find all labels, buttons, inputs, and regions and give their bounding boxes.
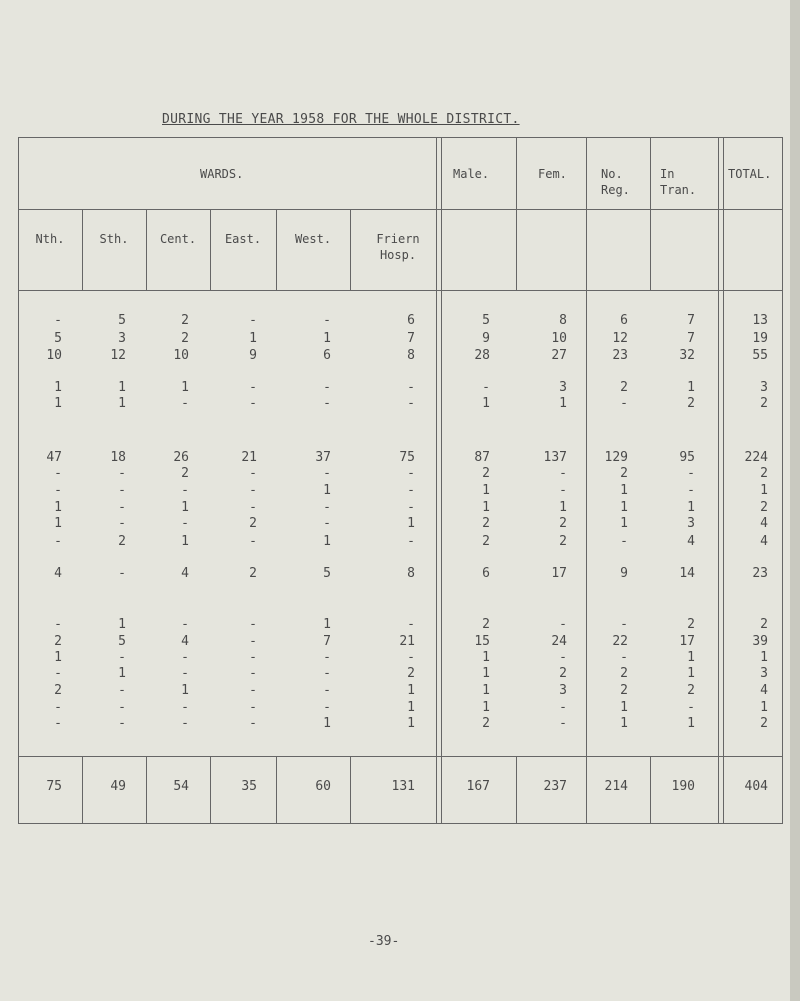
cell-north: 5 [54, 331, 62, 346]
table-top-border [18, 137, 782, 138]
cell-total: 1 [760, 650, 768, 665]
total-in-transit: 190 [671, 779, 695, 794]
cell-friern: 8 [407, 566, 415, 581]
cell-east: 2 [249, 566, 257, 581]
col-divider [210, 209, 211, 290]
cell-central: - [181, 666, 189, 681]
cell-east: - [249, 500, 257, 515]
wards-double-rule [436, 137, 437, 824]
cell-south: 5 [118, 634, 126, 649]
cell-female: - [559, 466, 567, 481]
totals-divider [18, 756, 782, 757]
cell-in-transit: 1 [687, 716, 695, 731]
cell-north: - [54, 466, 62, 481]
cell-male: 1 [482, 650, 490, 665]
table-bottom-border [18, 823, 782, 824]
cell-in-transit: 7 [687, 313, 695, 328]
cell-south: 18 [110, 450, 126, 465]
cell-male: 2 [482, 534, 490, 549]
cell-in-transit: 17 [679, 634, 695, 649]
cell-male: - [482, 380, 490, 395]
cell-east: - [249, 716, 257, 731]
cell-male: 28 [474, 348, 490, 363]
cell-in-transit: - [687, 700, 695, 715]
cell-friern: 7 [407, 331, 415, 346]
cell-friern: 1 [407, 683, 415, 698]
cell-in-transit: 1 [687, 380, 695, 395]
cell-friern: - [407, 534, 415, 549]
cell-registered: 2 [620, 683, 628, 698]
cell-total: 224 [744, 450, 768, 465]
total-west: 60 [315, 779, 331, 794]
cell-west: - [323, 380, 331, 395]
cell-east: - [249, 650, 257, 665]
cell-female: - [559, 650, 567, 665]
cell-in-transit: 3 [687, 516, 695, 531]
cell-in-transit: 1 [687, 650, 695, 665]
cell-male: 1 [482, 666, 490, 681]
cell-north: 1 [54, 396, 62, 411]
cell-central: 1 [181, 380, 189, 395]
cell-total: 23 [752, 566, 768, 581]
cell-west: 1 [323, 331, 331, 346]
cell-central: 1 [181, 683, 189, 698]
cell-male: 1 [482, 683, 490, 698]
ward-header-west: West. [294, 232, 332, 246]
cell-east: - [249, 483, 257, 498]
cell-friern: - [407, 617, 415, 632]
cell-east: - [249, 396, 257, 411]
total-north: 75 [46, 779, 62, 794]
ward-header-friern-hospital: Friern Hosp. [376, 232, 420, 262]
cell-registered: 6 [620, 313, 628, 328]
page-number: -39- [368, 934, 400, 949]
cell-friern: - [407, 396, 415, 411]
cell-east: - [249, 634, 257, 649]
cell-north: 4 [54, 566, 62, 581]
cell-west: 5 [323, 566, 331, 581]
cell-in-transit: 7 [687, 331, 695, 346]
cell-west: 1 [323, 716, 331, 731]
cell-registered: - [620, 650, 628, 665]
col-divider [350, 756, 351, 823]
cell-total: 55 [752, 348, 768, 363]
cell-central: - [181, 650, 189, 665]
cell-central: - [181, 483, 189, 498]
cell-north: 10 [46, 348, 62, 363]
cell-female: - [559, 700, 567, 715]
total-female: 237 [543, 779, 567, 794]
cell-central: 4 [181, 634, 189, 649]
cell-east: 1 [249, 331, 257, 346]
cell-in-transit: 2 [687, 683, 695, 698]
cell-friern: - [407, 650, 415, 665]
cell-east: - [249, 617, 257, 632]
cell-central: 10 [173, 348, 189, 363]
male-header: Male. [453, 167, 490, 181]
cell-west: - [323, 466, 331, 481]
cell-east: - [249, 683, 257, 698]
cell-in-transit: 2 [687, 396, 695, 411]
cell-south: - [118, 700, 126, 715]
ward-header-central: Cent. [159, 232, 197, 246]
cell-west: - [323, 396, 331, 411]
cell-registered: 2 [620, 380, 628, 395]
cell-west: 1 [323, 534, 331, 549]
cell-north: 47 [46, 450, 62, 465]
cell-in-transit: 1 [687, 500, 695, 515]
cell-female: 1 [559, 500, 567, 515]
cell-east: - [249, 313, 257, 328]
total-friern: 131 [391, 779, 415, 794]
cell-registered: 22 [612, 634, 628, 649]
cell-female: 2 [559, 666, 567, 681]
cell-north: 1 [54, 516, 62, 531]
cell-male: 1 [482, 700, 490, 715]
cell-total: 1 [760, 700, 768, 715]
cell-south: - [118, 566, 126, 581]
cell-north: 1 [54, 500, 62, 515]
cell-female: 8 [559, 313, 567, 328]
cell-south: 1 [118, 617, 126, 632]
cell-registered: 1 [620, 716, 628, 731]
cell-in-transit: - [687, 483, 695, 498]
cell-north: - [54, 666, 62, 681]
cell-west: 1 [323, 617, 331, 632]
cell-north: 1 [54, 650, 62, 665]
cell-central: 2 [181, 466, 189, 481]
cell-east: - [249, 534, 257, 549]
cell-female: 10 [551, 331, 567, 346]
table-heading: DURING THE YEAR 1958 FOR THE WHOLE DISTRICT. [162, 112, 520, 127]
cell-friern: - [407, 466, 415, 481]
cell-female: 2 [559, 516, 567, 531]
cell-in-transit: 14 [679, 566, 695, 581]
cell-total: 3 [760, 666, 768, 681]
cell-east: - [249, 380, 257, 395]
cell-in-transit: 4 [687, 534, 695, 549]
cell-east: - [249, 666, 257, 681]
cell-south: 1 [118, 380, 126, 395]
cell-total: 2 [760, 500, 768, 515]
cell-north: - [54, 700, 62, 715]
cell-friern: - [407, 483, 415, 498]
cell-south: - [118, 483, 126, 498]
number-registered-header: No. Reg. [601, 167, 630, 197]
cell-in-transit: 95 [679, 450, 695, 465]
cell-female: 27 [551, 348, 567, 363]
cell-south: - [118, 650, 126, 665]
total-central: 54 [173, 779, 189, 794]
cell-north: 2 [54, 634, 62, 649]
cell-central: - [181, 396, 189, 411]
cell-south: 5 [118, 313, 126, 328]
cell-north: 2 [54, 683, 62, 698]
cell-female: 2 [559, 534, 567, 549]
cell-in-transit: 2 [687, 617, 695, 632]
cell-female: 3 [559, 683, 567, 698]
cell-total: 2 [760, 617, 768, 632]
cell-central: - [181, 700, 189, 715]
cell-female: 24 [551, 634, 567, 649]
cell-total: 2 [760, 466, 768, 481]
cell-south: 1 [118, 666, 126, 681]
cell-male: 6 [482, 566, 490, 581]
cell-registered: 1 [620, 700, 628, 715]
cell-total: 3 [760, 380, 768, 395]
col-divider [276, 209, 277, 290]
cell-south: - [118, 683, 126, 698]
cell-friern: 1 [407, 716, 415, 731]
total-south: 49 [110, 779, 126, 794]
in-transit-header: In Tran. [660, 167, 697, 197]
cell-male: 2 [482, 716, 490, 731]
cell-registered: 2 [620, 666, 628, 681]
cell-female: 137 [543, 450, 567, 465]
col-divider [516, 137, 517, 290]
cell-male: 1 [482, 500, 490, 515]
total-east: 35 [241, 779, 257, 794]
cell-registered: 129 [604, 450, 628, 465]
page-edge [790, 0, 800, 1001]
cell-west: - [323, 700, 331, 715]
cell-in-transit: 32 [679, 348, 695, 363]
cell-central: - [181, 716, 189, 731]
cell-total: 4 [760, 534, 768, 549]
cell-south: 1 [118, 396, 126, 411]
cell-south: - [118, 500, 126, 515]
cell-west: 7 [323, 634, 331, 649]
cell-total: 13 [752, 313, 768, 328]
cell-east: 2 [249, 516, 257, 531]
cell-female: - [559, 617, 567, 632]
col-divider [146, 209, 147, 290]
cell-east: 9 [249, 348, 257, 363]
cell-central: - [181, 516, 189, 531]
cell-west: 37 [315, 450, 331, 465]
cell-registered: 23 [612, 348, 628, 363]
cell-central: 2 [181, 313, 189, 328]
cell-central: 1 [181, 534, 189, 549]
ward-header-east: East. [224, 232, 262, 246]
cell-registered: - [620, 396, 628, 411]
col-divider [650, 137, 651, 290]
cell-south: 2 [118, 534, 126, 549]
cell-registered: 1 [620, 500, 628, 515]
cell-east: - [249, 700, 257, 715]
cell-south: - [118, 516, 126, 531]
total-header: TOTAL. [728, 167, 772, 181]
cell-central: 26 [173, 450, 189, 465]
cell-friern: 1 [407, 700, 415, 715]
cell-west: - [323, 516, 331, 531]
cell-friern: 1 [407, 516, 415, 531]
table-right-border [782, 137, 783, 824]
cell-registered: 2 [620, 466, 628, 481]
cell-central: - [181, 617, 189, 632]
cell-north: - [54, 313, 62, 328]
total-total: 404 [744, 779, 768, 794]
cell-in-transit: 1 [687, 666, 695, 681]
ward-header-north: Nth. [35, 232, 65, 246]
cell-male: 2 [482, 617, 490, 632]
cell-south: - [118, 716, 126, 731]
col-divider [276, 756, 277, 823]
cell-west: - [323, 500, 331, 515]
cell-registered: 1 [620, 516, 628, 531]
cell-north: - [54, 534, 62, 549]
cell-total: 2 [760, 716, 768, 731]
cell-friern: 8 [407, 348, 415, 363]
cell-in-transit: - [687, 466, 695, 481]
cell-male: 2 [482, 466, 490, 481]
cell-total: 19 [752, 331, 768, 346]
cell-friern: - [407, 380, 415, 395]
cell-total: 1 [760, 483, 768, 498]
cell-registered: - [620, 617, 628, 632]
cell-registered: 9 [620, 566, 628, 581]
cell-female: - [559, 483, 567, 498]
cell-east: 21 [241, 450, 257, 465]
cell-male: 1 [482, 396, 490, 411]
cell-north: - [54, 716, 62, 731]
cell-west: - [323, 666, 331, 681]
cell-west: 6 [323, 348, 331, 363]
cell-total: 39 [752, 634, 768, 649]
cell-registered: 12 [612, 331, 628, 346]
cell-central: 2 [181, 331, 189, 346]
cell-west: - [323, 683, 331, 698]
cell-north: - [54, 617, 62, 632]
cell-registered: 1 [620, 483, 628, 498]
cell-south: - [118, 466, 126, 481]
cell-central: 4 [181, 566, 189, 581]
cell-male: 1 [482, 483, 490, 498]
cell-male: 87 [474, 450, 490, 465]
cell-central: 1 [181, 500, 189, 515]
cell-west: 1 [323, 483, 331, 498]
cell-west: - [323, 650, 331, 665]
col-divider [350, 209, 351, 290]
cell-male: 5 [482, 313, 490, 328]
cell-female: - [559, 716, 567, 731]
cell-friern: 2 [407, 666, 415, 681]
cell-registered: - [620, 534, 628, 549]
cell-south: 3 [118, 331, 126, 346]
cell-total: 4 [760, 683, 768, 698]
cell-male: 15 [474, 634, 490, 649]
header-divider [18, 209, 782, 210]
cell-east: - [249, 466, 257, 481]
cell-west: - [323, 313, 331, 328]
wards-header: WARDS. [200, 167, 244, 181]
cell-friern: - [407, 500, 415, 515]
female-header: Fem. [538, 167, 567, 181]
subheader-divider [18, 290, 782, 291]
cell-female: 3 [559, 380, 567, 395]
cell-friern: 21 [399, 634, 415, 649]
cell-total: 2 [760, 396, 768, 411]
cell-friern: 6 [407, 313, 415, 328]
col-divider [82, 209, 83, 290]
cell-friern: 75 [399, 450, 415, 465]
cell-total: 4 [760, 516, 768, 531]
total-registered: 214 [604, 779, 628, 794]
cell-female: 1 [559, 396, 567, 411]
cell-north: - [54, 483, 62, 498]
cell-male: 9 [482, 331, 490, 346]
cell-north: 1 [54, 380, 62, 395]
ward-header-south: Sth. [99, 232, 129, 246]
cell-south: 12 [110, 348, 126, 363]
total-male: 167 [466, 779, 490, 794]
cell-male: 2 [482, 516, 490, 531]
cell-female: 17 [551, 566, 567, 581]
